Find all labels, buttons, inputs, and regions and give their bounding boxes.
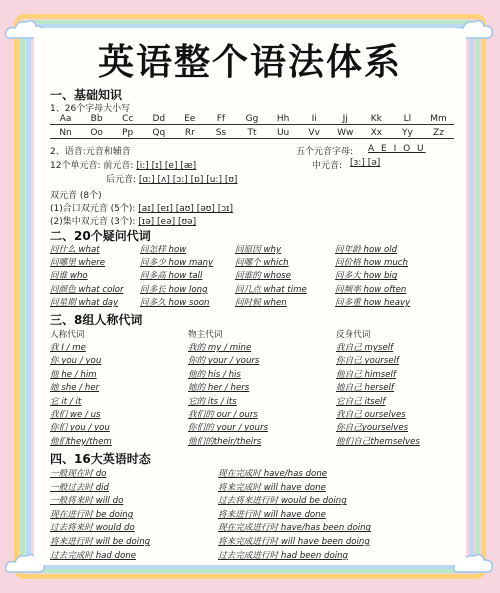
pronoun-row [50,354,454,366]
letter-pair: Ii [311,114,317,124]
letter-pair: Aa [59,114,72,124]
pronoun-row-cell: 你自己 yourself [336,356,400,367]
tense-row-cell: 将来进行时 will have done [218,509,326,520]
question-word-row [50,243,454,255]
pronoun-row-cell: 他们自己themselves [336,436,420,447]
centering-diphthongs: (2)集中双元音 (3个): [ɪə] [eə] [ʊə] [50,217,197,227]
question-word-row-cell: 问多少 how many [140,258,214,269]
letter-pair: Nn [59,128,72,138]
tense-row [50,521,454,533]
tense-row-cell: 过去将来时 would do [50,523,135,534]
pronoun-row-cell: 我自己 myself [336,343,394,353]
pronoun-row-cell: 我的 my / mine [188,343,252,353]
letter-pair: Uu [276,128,290,138]
question-word-row-cell: 问什么 what [50,245,100,255]
pronoun-row-cell: 她自己 herself [336,383,394,394]
question-word-row-cell: 问几点 what time [235,284,307,295]
question-word-row-cell: 问价格 how much [335,258,408,269]
five-vowels: A E I O U [368,144,426,154]
tense-row-cell: 过去将来进行时 would be doing [218,496,347,507]
letter-pair: Oo [90,128,103,138]
phonetics-label: 2、语音:元音和辅音 五个元音字母: A E I O U [50,144,426,157]
pronoun-row-cell: 她 she / her [50,383,100,394]
letter-pair: Rr [184,128,195,138]
pronoun-row-cell: 它自己 itself [336,396,386,407]
tense-row-cell: 过去完成时 had done [50,550,137,561]
tense-row [50,508,454,520]
note-paper [36,30,464,563]
question-word-row [50,256,454,268]
question-word-row-cell: 问多高 how tall [140,271,203,282]
letter-pair: Qq [152,128,166,138]
section-heading-basics: 一、基础知识 [50,88,123,102]
question-word-row-cell: 问频率 how often [335,284,407,295]
question-word-row-cell: 问哪个 which [235,258,289,269]
letter-pair: Ee [184,114,196,124]
letter-pair: Pp [122,128,134,138]
tense-row-cell: 现在完成时 have/has done [218,469,328,479]
tense-row-cell: 将来完成进行时 will have been doing [218,537,370,547]
letter-pair: Dd [152,114,166,124]
pronoun-row [50,435,454,447]
tense-row [50,494,454,506]
letter-pair: Cc [122,114,134,124]
pronoun-row [50,408,454,420]
closing-diphthongs: (1)合口双元音 (5个): [aɪ] [eɪ] [aʊ] [əʊ] [ɔɪ] [50,204,234,214]
question-word-row-cell: 问星期 what day [50,297,119,308]
letter-pair: Ll [403,114,412,124]
pronoun-row [50,341,454,353]
pronoun-row-cell: 它 it / it [50,396,82,407]
pronoun-headers: 人称代词 物主代词 反身代词 [50,330,371,340]
monophthongs-front: 12个单元音: 前元音: [i:] [ɪ] [e] [æ] 中元音: [ɜ:] [ə] [50,158,381,171]
monophthongs-back: 后元音: [ɑ:] [ʌ] [ɔ:] [ɒ] [u:] [ʊ] [106,175,238,185]
pronoun-row-cell: 你的 your / yours [188,356,260,367]
letter-pair: Zz [433,128,444,138]
letter-pair: Ff [216,114,226,124]
tense-row-cell: 现在完成进行时 have/has been doing [218,523,372,534]
tense-row-cell: 一般将来时 will do [50,496,124,507]
pronoun-row-cell: 我们 we / us [50,410,101,420]
section-heading-pronouns: 三、8组人称代词 [50,313,143,327]
pronoun-row-cell: 你们的 your / yours [188,423,268,434]
question-word-row-cell: 问谁 who [50,271,88,282]
tense-row-cell: 将来完成时 will have done [218,482,326,493]
tense-row [50,481,454,493]
question-word-row [50,283,454,295]
letter-pair: Yy [401,128,413,138]
pronoun-row [50,421,454,433]
pronoun-row-cell: 他的 his / his [188,369,241,380]
pronoun-row [50,381,454,393]
pronoun-row-cell: 他们的their/theirs [188,436,262,447]
tense-row [50,549,454,561]
question-word-row-cell: 问谁的 whose [235,271,292,282]
pronoun-row-cell: 我们的 our / ours [188,410,258,420]
question-word-row [50,296,454,308]
question-word-row-cell: 问年龄 how old [335,245,398,255]
letter-pair: Gg [245,114,259,124]
pronoun-row-cell: 你自己yourselves [336,423,409,434]
pronoun-row-cell: 你 you / you [50,356,102,367]
question-word-row [50,269,454,281]
question-word-row-cell: 问多大 how big [335,271,398,282]
question-word-row-cell: 问原因 why [235,245,282,255]
alphabet-row-2 [50,128,454,139]
tense-row-cell: 一般现在时 do [50,469,107,479]
question-word-row-cell: 问多久 how soon [140,297,210,308]
question-word-row-cell: 问怎样 how [140,245,187,255]
pronoun-row-cell: 他们they/them [50,436,112,447]
letter-pair: Ss [215,128,227,138]
tense-row [50,535,454,547]
pronoun-row-cell: 他 he / him [50,369,97,380]
pronoun-row-cell: 他自己 himself [336,369,396,380]
pronoun-row-cell: 你们 you / you [50,423,110,434]
letter-pair: Jj [342,114,348,124]
letter-pair: Bb [90,114,103,124]
alphabet-label: 1、26个字母大小写 [50,104,131,114]
question-word-row-cell: 问哪里 where [50,258,106,269]
pronoun-row [50,368,454,380]
letter-pair: Tt [247,128,257,138]
alphabet-row-1 [50,114,454,125]
pronoun-row-cell: 她的 her / hers [188,383,250,394]
pronoun-row-cell: 我 I / me [50,343,86,353]
pronoun-row-cell: 它的 its / its [188,396,237,407]
letter-pair: Mm [430,114,447,124]
diphthongs-label: 双元音 (8个) [50,191,102,201]
section-heading-tenses: 四、16大英语时态 [50,452,151,466]
tense-row-cell: 将来进行时 will be doing [50,537,151,547]
pronoun-row [50,395,454,407]
question-word-row-cell: 问颜色 what color [50,284,124,295]
letter-pair: Kk [370,114,382,124]
tense-row [50,467,454,479]
tense-row-cell: 现在进行时 be doing [50,509,134,520]
letter-pair: Vv [308,128,320,138]
section-heading-question-words: 二、20个疑问代词 [50,229,151,243]
letter-pair: Hh [276,114,290,124]
question-word-row-cell: 问时候 when [235,297,287,308]
question-word-row-cell: 问多重 how heavy [335,297,411,308]
letter-pair: Ww [337,128,354,138]
pronoun-row-cell: 我自己 ourselves [336,410,406,420]
page-title: 英语整个语法体系 [97,41,402,83]
letter-pair: Xx [370,128,383,138]
tense-row-cell: 过去完成进行时 had been doing [218,550,348,561]
tense-row-cell: 一般过去时 did [50,482,109,493]
question-word-row-cell: 问多长 how long [140,284,208,295]
